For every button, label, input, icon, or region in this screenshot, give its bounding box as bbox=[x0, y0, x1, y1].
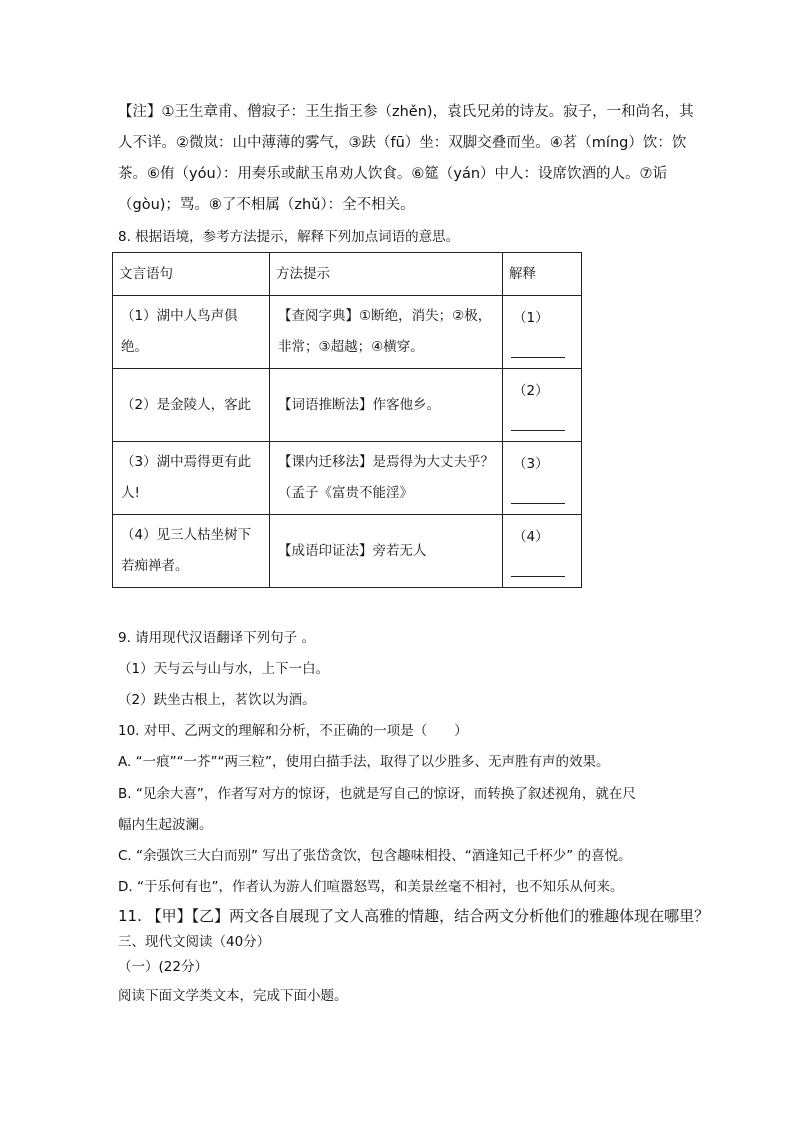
answer-blank-2[interactable] bbox=[511, 408, 565, 431]
q8-answer-num-3: （3） bbox=[513, 455, 549, 472]
answer-blank-3[interactable] bbox=[511, 481, 565, 504]
note-line-4: （gòu)；骂。⑧了不相属（zhǔ）：全不相关。 bbox=[118, 197, 415, 213]
q10-option-a: A. “一痕”“一芥”“两三粒”，使用白描手法，取得了以少胜多、无声胜有声的效果。 bbox=[118, 754, 610, 770]
q10-prompt: 10. 对甲、乙两文的理解和分析，不正确的一项是（ ） bbox=[118, 723, 468, 739]
q8-hint-4a: 【成语印证法】旁若无人 bbox=[278, 542, 427, 559]
q8-sentence-3a: （3）湖中焉得更有此 bbox=[121, 454, 252, 470]
q8-header-hint: 方法提示 bbox=[270, 253, 503, 296]
section3-instruction: 阅读下面文学类文本，完成下面小题。 bbox=[118, 988, 348, 1004]
answer-blank-1[interactable] bbox=[511, 335, 565, 358]
q8-answer-cell[interactable] bbox=[503, 296, 582, 369]
q8-answer-cell[interactable] bbox=[503, 515, 582, 588]
section3-sub: （一）(22分） bbox=[118, 959, 208, 975]
q8-hint-1b: 非常；③超越；④横穿。 bbox=[278, 339, 424, 355]
q9-sentence-2: （2）趺坐古根上，茗饮以为酒。 bbox=[118, 692, 316, 708]
q10-option-b-line2: 幅内生起波澜。 bbox=[118, 817, 213, 833]
q9-sentence-1: （1）天与云与山与水，上下一白。 bbox=[118, 661, 330, 677]
q8-sentence-cell bbox=[113, 296, 270, 369]
note-line-2: 人不详。②微岚：山中薄薄的雾气，③趺（fū）坐：双脚交叠而坐。④茗（míng）饮：饮 bbox=[118, 135, 687, 151]
q8-answer-num-1: （1） bbox=[513, 309, 549, 326]
note-line-1: 【注】①王生章甫、僧寂子：王生指王参（zhěn)，袁氏兄弟的诗友。寂子，一和尚名，其 bbox=[118, 104, 694, 120]
q8-answer-cell[interactable] bbox=[503, 442, 582, 515]
section3-title: 三、现代文阅读（40分） bbox=[118, 934, 271, 950]
table-row bbox=[113, 369, 582, 442]
q8-sentence-3b: 人! bbox=[121, 485, 140, 501]
q8-prompt: 8. 根据语境，参考方法提示，解释下列加点词语的意思。 bbox=[118, 229, 460, 245]
q8-hint-2a: 【词语推断法】作客他乡。 bbox=[278, 396, 440, 413]
q8-hint-cell bbox=[270, 515, 503, 588]
table-row bbox=[113, 296, 582, 369]
q8-table bbox=[112, 252, 582, 588]
q8-answer-num-2: （2） bbox=[513, 382, 549, 399]
q8-hint-cell bbox=[270, 442, 503, 515]
q10-option-d: D. “于乐何有也”，作者认为游人们喧嚣怒骂，和美景丝毫不相衬，也不知乐从何来。 bbox=[118, 879, 624, 895]
q9-prompt: 9. 请用现代汉语翻译下列句子 。 bbox=[118, 630, 315, 646]
q8-hint-1a: 【查阅字典】①断绝，消失；②极， bbox=[278, 308, 492, 324]
q8-answer-num-4: （4） bbox=[513, 528, 549, 545]
q8-hint-cell bbox=[270, 296, 503, 369]
q8-hint-cell bbox=[270, 369, 503, 442]
q8-header-row bbox=[113, 253, 582, 296]
q10-option-b-line1: B. “见余大喜”，作者写对方的惊讶，也就是写自己的惊讶，而转换了叙述视角，就在尺 bbox=[118, 786, 636, 802]
q8-header-sentence: 文言语句 bbox=[113, 253, 270, 296]
q8-sentence-1: （1）湖中人鸟声俱绝。 bbox=[121, 308, 238, 355]
q8-answer-cell[interactable] bbox=[503, 369, 582, 442]
q8-sentence-cell bbox=[113, 442, 270, 515]
q8-header-answer: 解释 bbox=[503, 253, 582, 296]
q11-prompt: 11. 【甲】【乙】两文各自展现了文人高雅的情趣，结合两文分析他们的雅趣体现在哪里？ bbox=[118, 907, 710, 925]
note-line-3: 茶。⑥侑（yóu）：用奏乐或献玉帛劝人饮食。⑥筵（yán）中人：设席饮酒的人。⑦诟 bbox=[118, 166, 668, 182]
q8-sentence-cell bbox=[113, 369, 270, 442]
q10-option-c: C. “余强饮三大白而别” 写出了张岱贪饮，包含趣味相投、“酒逢知己千杯少” 的喜悦。 bbox=[118, 848, 632, 864]
q8-sentence-4b: 若痴禅者。 bbox=[121, 558, 189, 574]
q8-hint-3a: 【课内迁移法】是焉得为大丈夫乎？ bbox=[278, 454, 494, 470]
q8-sentence-4a: （4）见三人枯坐树下 bbox=[121, 527, 252, 543]
table-row bbox=[113, 442, 582, 515]
q8-sentence-2: （2）是金陵人，客此 bbox=[121, 396, 252, 413]
q8-sentence-cell bbox=[113, 515, 270, 588]
answer-blank-4[interactable] bbox=[511, 554, 565, 577]
q8-hint-3b: （孟子《富贵不能淫》 bbox=[278, 485, 413, 501]
table-row bbox=[113, 515, 582, 588]
